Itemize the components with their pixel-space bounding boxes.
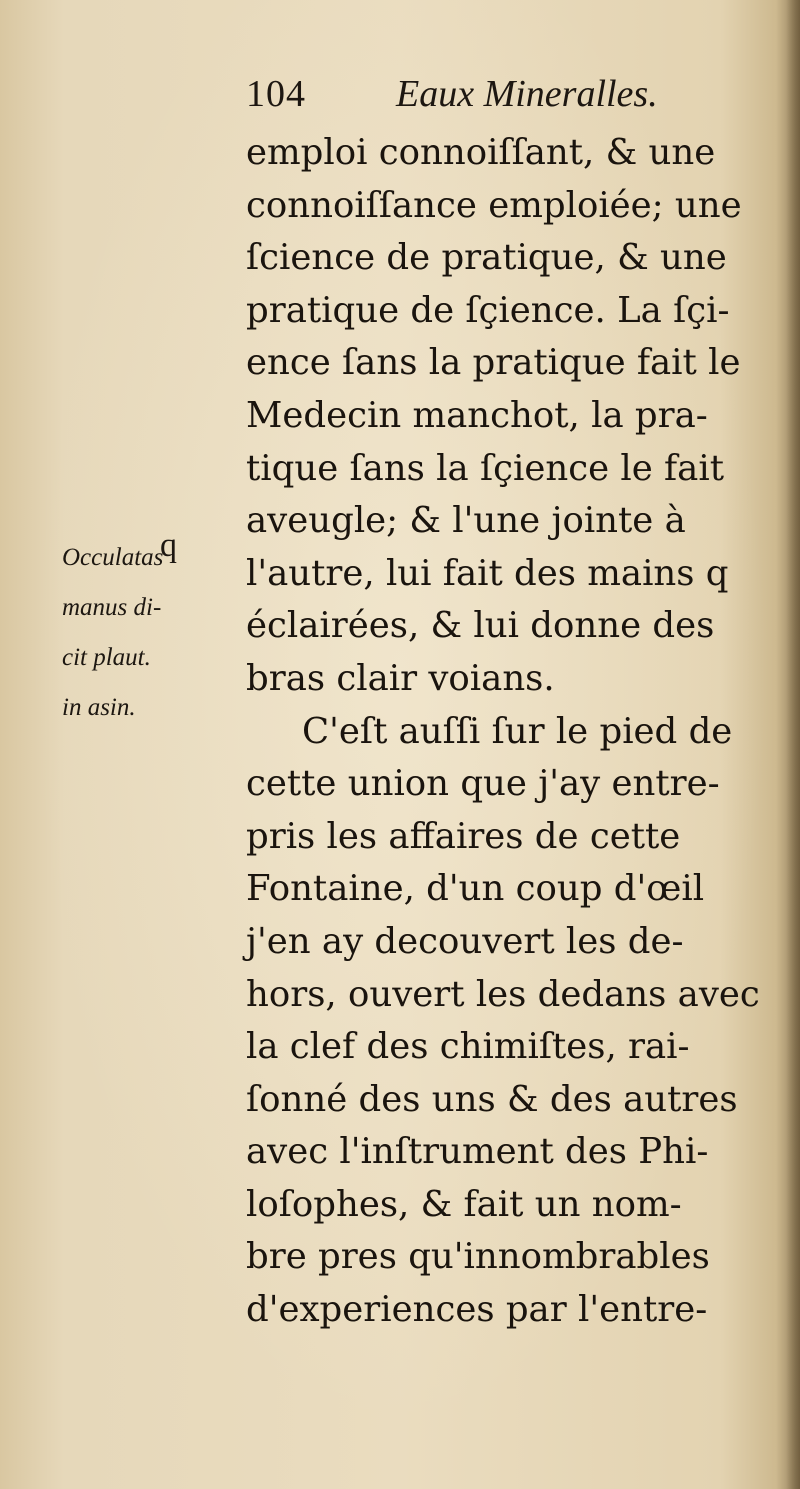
text-line: bre pres qu'innombrables bbox=[246, 1236, 710, 1278]
margin-note bbox=[62, 533, 242, 733]
text-line: loſophes, & fait un nom- bbox=[246, 1183, 682, 1225]
paragraph-start-line: C'eſt auſſi ſur le pied de bbox=[302, 710, 733, 752]
text-line: ſcience de pratique, & une bbox=[246, 237, 727, 279]
text-line: ence ſans la pratique fait le bbox=[246, 342, 741, 384]
text-line: Fontaine, d'un coup d'œil bbox=[246, 868, 705, 910]
margin-note-line: cit plaut. bbox=[62, 644, 151, 671]
running-title: Eaux Mineralles. bbox=[396, 73, 658, 115]
body-text bbox=[246, 127, 794, 1337]
margin-note-line: manus di- bbox=[62, 594, 162, 621]
text-line: Medecin manchot, la pra- bbox=[246, 394, 708, 436]
page-header bbox=[246, 72, 786, 132]
text-line: d'experiences par l'entre- bbox=[246, 1289, 708, 1331]
text-line: cette union que j'ay entre- bbox=[246, 763, 720, 805]
text-line: connoiſſance emploiée; une bbox=[246, 184, 742, 226]
text-line: ſonné des uns & des autres bbox=[246, 1078, 738, 1120]
page-number: 104 bbox=[246, 73, 306, 115]
margin-note-line: in asin. bbox=[62, 694, 136, 721]
text-line: pratique de ſçience. La ſçi- bbox=[246, 289, 730, 331]
margin-note-marker: q bbox=[160, 527, 177, 564]
text-line: hors, ouvert les dedans avec bbox=[246, 973, 760, 1015]
text-line: la clef des chimiſtes, rai- bbox=[246, 1026, 690, 1068]
text-line: pris les affaires de cette bbox=[246, 815, 681, 857]
text-line: tique ſans la ſçience le fait bbox=[246, 447, 724, 489]
text-line: emploi connoiſſant, & une bbox=[246, 132, 716, 173]
text-line: avec l'inſtrument des Phi- bbox=[246, 1131, 709, 1173]
text-line: j'en ay decouvert les de- bbox=[246, 920, 684, 962]
text-line: l'autre, lui fait des mains q bbox=[246, 552, 729, 594]
text-line: aveugle; & l'une jointe à bbox=[246, 500, 686, 542]
text-line: bras clair voians. bbox=[246, 657, 555, 699]
margin-note-line: Occulatas bbox=[62, 544, 164, 571]
text-line: éclairées, & lui donne des bbox=[246, 605, 715, 647]
